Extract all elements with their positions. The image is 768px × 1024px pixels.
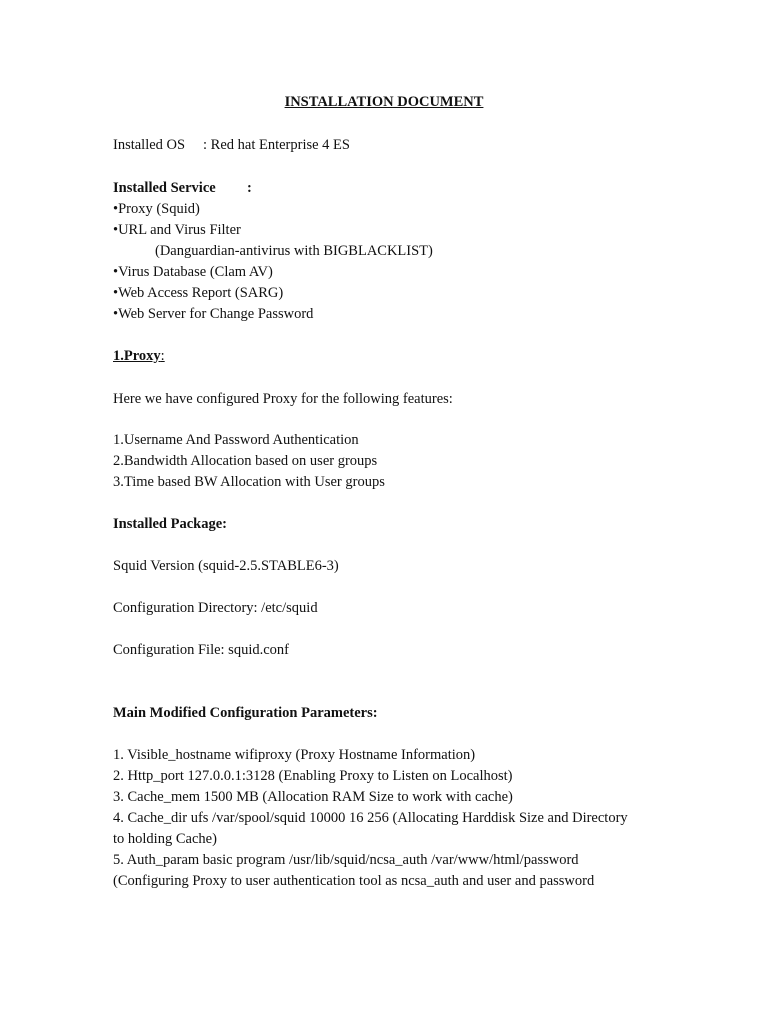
service-item-web-report: • Web Access Report (SARG) bbox=[113, 284, 283, 302]
proxy-feature-2: 2.Bandwidth Allocation based on user groups bbox=[113, 453, 378, 469]
installed-os-value: : Red hat Enterprise 4 ES bbox=[203, 137, 350, 153]
document-title: INSTALLATION DOCUMENT bbox=[284, 94, 484, 110]
proxy-feature-3: 3.Time based BW Allocation with User groups bbox=[113, 474, 385, 490]
param-line-2: 2. Http_port 127.0.0.1:3128 (Enabling Proxy to Listen on Localhost) bbox=[113, 768, 513, 784]
param-line-3: 3. Cache_mem 1500 MB (Allocation RAM Size to work with cache) bbox=[113, 789, 513, 805]
proxy-feature-1: 1.Username And Password Authentication bbox=[113, 432, 359, 448]
installed-service-label: Installed Service bbox=[113, 180, 216, 196]
param-line-4-cont: to holding Cache) bbox=[113, 831, 217, 847]
proxy-intro: Here we have configured Proxy for the following features: bbox=[113, 391, 453, 407]
proxy-heading-colon: : bbox=[160, 348, 165, 364]
service-item-virus-db: • Virus Database (Clam AV) bbox=[113, 263, 273, 281]
config-file: Configuration File: squid.conf bbox=[113, 642, 289, 658]
installed-package-heading: Installed Package: bbox=[113, 516, 227, 532]
service-item-url-filter: • URL and Virus Filter bbox=[113, 221, 241, 239]
proxy-section-heading bbox=[113, 347, 165, 365]
param-line-5-cont: (Configuring Proxy to user authentication tool as ncsa_auth and user and password bbox=[113, 873, 595, 889]
service-item-proxy: • Proxy (Squid) bbox=[113, 200, 200, 218]
installed-service-line bbox=[113, 179, 252, 197]
param-line-5: 5. Auth_param basic program /usr/lib/squid/ncsa_auth /var/www/html/password bbox=[113, 852, 579, 868]
installed-os-label: Installed OS bbox=[113, 137, 186, 153]
installed-service-colon: : bbox=[247, 180, 252, 196]
params-heading: Main Modified Configuration Parameters: bbox=[113, 705, 378, 721]
installed-os-line bbox=[113, 136, 350, 154]
squid-version: Squid Version (squid-2.5.STABLE6-3) bbox=[113, 558, 339, 574]
service-item-url-filter-note: (Danguardian-antivirus with BIGBLACKLIST) bbox=[155, 243, 433, 259]
proxy-heading-text: 1.Proxy bbox=[113, 348, 161, 364]
config-directory: Configuration Directory: /etc/squid bbox=[113, 600, 318, 616]
param-line-1: 1. Visible_hostname wifiproxy (Proxy Hostname Information) bbox=[113, 747, 476, 763]
param-line-4: 4. Cache_dir ufs /var/spool/squid 10000 16 256 (Allocating Harddisk Size and Directory bbox=[113, 810, 628, 826]
service-item-web-server: • Web Server for Change Password bbox=[113, 305, 313, 323]
